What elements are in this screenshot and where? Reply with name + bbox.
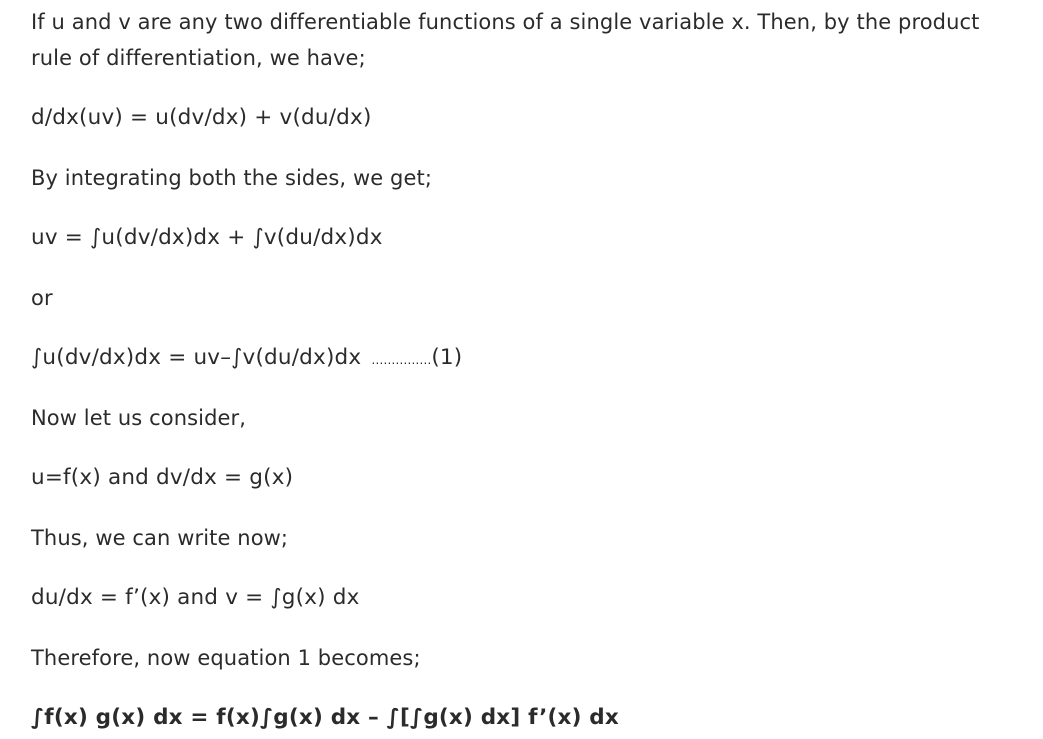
equation-1-dots: …………… [371, 353, 432, 367]
therefore-paragraph: Therefore, now equation 1 becomes; [31, 646, 421, 670]
substitution-equation: u=f(x) and dv/dx = g(x) [31, 465, 294, 490]
or-text: or [31, 286, 53, 310]
derivatives-equation: du/dx = f’(x) and v = ∫g(x) dx [31, 585, 360, 610]
equation-1 [31, 340, 462, 378]
thus-paragraph: Thus, we can write now; [31, 526, 289, 550]
integrating-paragraph: By integrating both the sides, we get; [31, 166, 433, 190]
final-equation: ∫f(x) g(x) dx = f(x)∫g(x) dx – ∫[∫g(x) dx] f’(x) dx [31, 705, 619, 730]
consider-paragraph: Now let us consider, [31, 406, 247, 430]
equation-1-main: ∫u(dv/dx)dx = uv–∫v(du/dx)dx [31, 345, 362, 370]
integrated-equation: uv = ∫u(dv/dx)dx + ∫v(du/dx)dx [31, 225, 383, 250]
equation-1-label: (1) [431, 345, 463, 370]
intro-paragraph: If u and v are any two differentiable functions of a single variable x. Then, by the product rule of differentiation, we have; [31, 10, 980, 70]
product-rule-equation: d/dx(uv) = u(dv/dx) + v(du/dx) [31, 105, 372, 130]
